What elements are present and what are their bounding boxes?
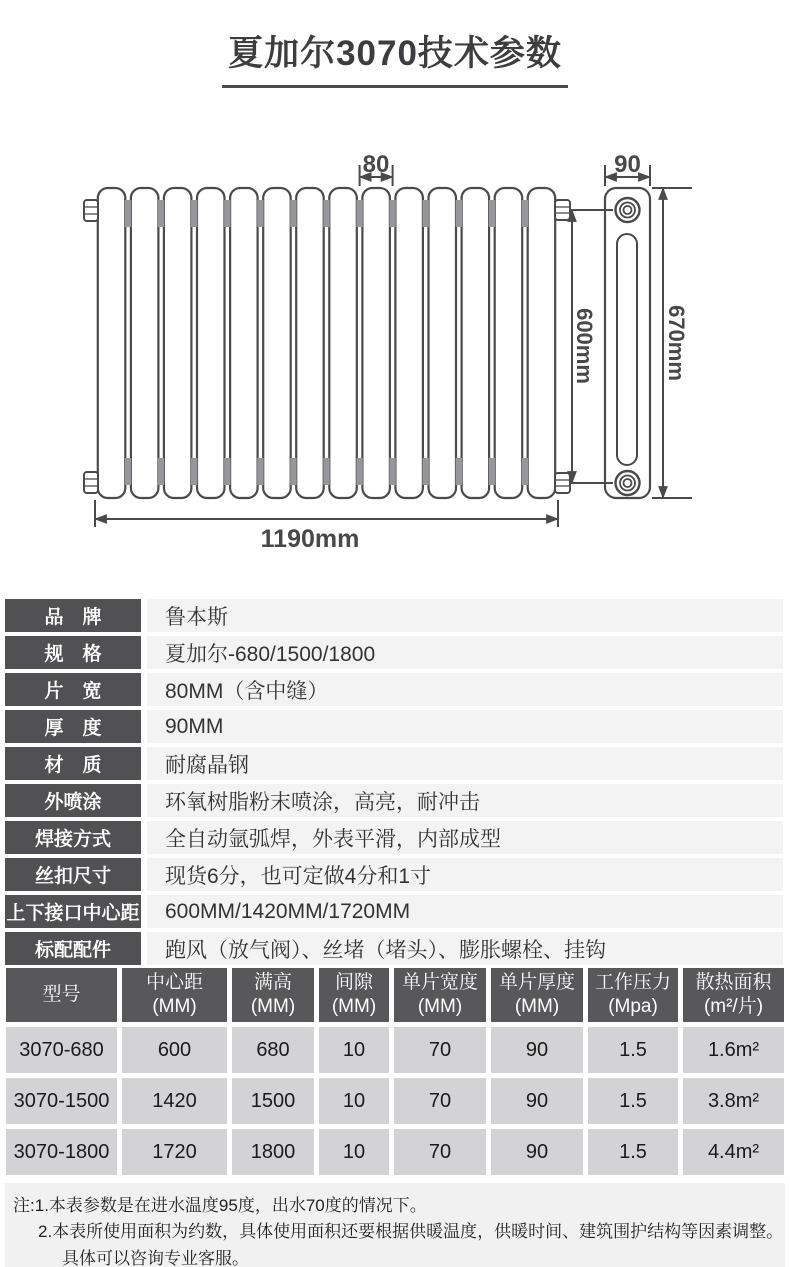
- dim-center-distance-label: 600mm: [572, 308, 597, 384]
- table-cell: 10: [319, 1129, 389, 1175]
- spec-value: 80MM（含中缝）: [147, 673, 783, 706]
- radiator-technical-diagram: [0, 0, 790, 580]
- header-cell-fin-width: 单片宽度 (MM): [394, 968, 486, 1022]
- table-cell: 3.8m²: [683, 1078, 784, 1124]
- header-cell-working-pressure: 工作压力 (Mpa): [588, 968, 678, 1022]
- spec-list: [5, 599, 783, 969]
- radiator-side-view: [605, 188, 650, 498]
- dim-overall-height-label: 670mm: [664, 305, 689, 381]
- spec-label: 丝扣尺寸: [5, 858, 141, 891]
- radiator-front-view: [98, 188, 555, 498]
- spec-value: 夏加尔-680/1500/1800: [147, 636, 783, 669]
- spec-value: 鲁本斯: [147, 599, 783, 632]
- table-cell: 1.5: [588, 1078, 678, 1124]
- table-cell: 90: [491, 1129, 583, 1175]
- spec-label: 焊接方式: [5, 821, 141, 854]
- dim-fin-width: [360, 151, 393, 186]
- table-cell: 1.5: [588, 1027, 678, 1073]
- table-cell: 90: [491, 1078, 583, 1124]
- table-cell: 1800: [232, 1129, 314, 1175]
- spec-row-material: [5, 747, 783, 780]
- table-cell: 1420: [122, 1078, 227, 1124]
- spec-row-model: [5, 636, 783, 669]
- table-cell: 10: [319, 1027, 389, 1073]
- spec-label: 上下接口中心距: [5, 895, 141, 928]
- note-prefix: 注:: [13, 1196, 35, 1215]
- table-cell: 90: [491, 1027, 583, 1073]
- page-title: 夏加尔3070技术参数: [222, 26, 568, 88]
- spec-value: 耐腐晶钢: [147, 747, 783, 780]
- spec-value: 环氧树脂粉末喷涂，高亮，耐冲击: [147, 784, 783, 817]
- dim-depth: [605, 151, 650, 186]
- note-line-1: 注:1.本表参数是在进水温度95度，出水70度的情况下。: [13, 1196, 427, 1215]
- table-cell: 70: [394, 1078, 486, 1124]
- footnotes: [5, 1183, 785, 1267]
- table-cell: 600: [122, 1027, 227, 1073]
- spec-label: 规 格: [5, 636, 141, 669]
- spec-row-fin-width: [5, 673, 783, 706]
- header-cell-full-height: 满高 (MM): [232, 968, 314, 1022]
- table-cell: 3070-1800: [6, 1129, 117, 1175]
- spec-label: 材 质: [5, 747, 141, 780]
- spec-row-welding: [5, 821, 783, 854]
- table-cell: 10: [319, 1078, 389, 1124]
- dim-overall-height: [652, 188, 692, 498]
- header-cell-fin-thickness: 单片厚度 (MM): [491, 968, 583, 1022]
- note-line-2: 2.本表所使用面积为约数，具体使用面积还要根据供暖温度，供暖时间、建筑围护结构等因素调整。: [38, 1222, 784, 1242]
- spec-value: 现货6分，也可定做4分和1寸: [147, 858, 783, 891]
- spec-row-port-distance: [5, 895, 783, 928]
- table-cell: 1.6m²: [683, 1027, 784, 1073]
- spec-label: 片 宽: [5, 673, 141, 706]
- spec-row-thickness: [5, 710, 783, 743]
- table-cell: 4.4m²: [683, 1129, 784, 1175]
- spec-value: 跑风（放气阀）、丝堵（堵头）、膨胀螺栓、挂钩: [147, 932, 783, 965]
- table-cell: 1720: [122, 1129, 227, 1175]
- header-cell-center-distance: 中心距 (MM): [122, 968, 227, 1022]
- spec-value: 全自动氩弧焊，外表平滑，内部成型: [147, 821, 783, 854]
- spec-row-thread-size: [5, 858, 783, 891]
- spec-label: 外喷涂: [5, 784, 141, 817]
- table-cell: 70: [394, 1129, 486, 1175]
- spec-label: 品 牌: [5, 599, 141, 632]
- spec-value: 600MM/1420MM/1720MM: [147, 895, 783, 928]
- dim-overall-width-label: 1190mm: [260, 525, 360, 553]
- spec-label: 厚 度: [5, 710, 141, 743]
- table-cell: 3070-1500: [6, 1078, 117, 1124]
- table-cell: 3070-680: [6, 1027, 117, 1073]
- dim-depth-label: 90: [614, 151, 641, 178]
- dim-overall-width: [95, 500, 558, 553]
- header-cell-heat-area: 散热面积 (m²/片): [683, 968, 784, 1022]
- spec-label: 标配配件: [5, 932, 141, 965]
- note-line-3: 具体可以咨询专业客服。: [62, 1248, 249, 1267]
- spec-row-brand: [5, 599, 783, 632]
- table-cell: 680: [232, 1027, 314, 1073]
- spec-row-accessories: [5, 932, 783, 965]
- table-cell: 1.5: [588, 1129, 678, 1175]
- parameter-table: [6, 968, 784, 1175]
- header-cell-model: 型号: [6, 968, 117, 1022]
- dim-fin-width-label: 80: [362, 151, 390, 178]
- spec-value: 90MM: [147, 710, 783, 743]
- table-cell: 1500: [232, 1078, 314, 1124]
- header-cell-gap: 间隙 (MM): [319, 968, 389, 1022]
- table-cell: 70: [394, 1027, 486, 1073]
- spec-row-coating: [5, 784, 783, 817]
